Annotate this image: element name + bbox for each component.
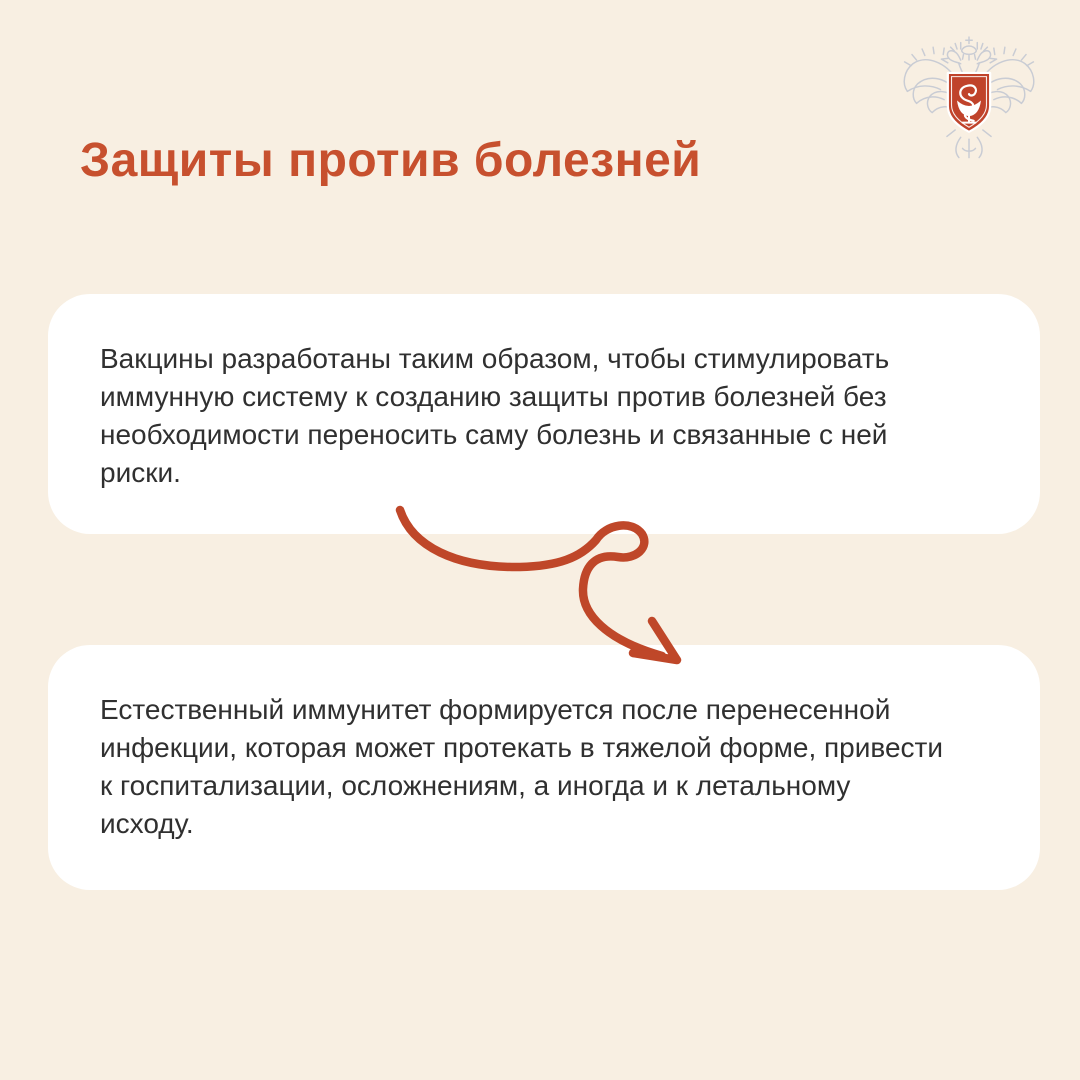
- card-text-line: иммунную систему к созданию защиты против болезней без: [100, 381, 887, 412]
- card-text-line: исходу.: [100, 808, 194, 839]
- minzdrav-emblem-icon: [900, 34, 1038, 168]
- card-text-line: инфекции, которая может протекать в тяжелой форме, привести: [100, 732, 943, 763]
- page-title: Защиты против болезней: [80, 134, 702, 188]
- hand-drawn-arrow-icon: [380, 494, 700, 680]
- card-text-line: Естественный иммунитет формируется после перенесенной: [100, 694, 891, 725]
- card-text-line: к госпитализации, осложнениям, а иногда и к летальному: [100, 770, 851, 801]
- card-text-line: необходимости переносить саму болезнь и связанные с ней: [100, 419, 888, 450]
- card-text-line: риски.: [100, 457, 181, 488]
- card-text-line: Вакцины разработаны таким образом, чтобы стимулировать: [100, 343, 890, 374]
- info-card-natural-immunity: [48, 645, 1040, 890]
- shield-icon: [948, 73, 990, 132]
